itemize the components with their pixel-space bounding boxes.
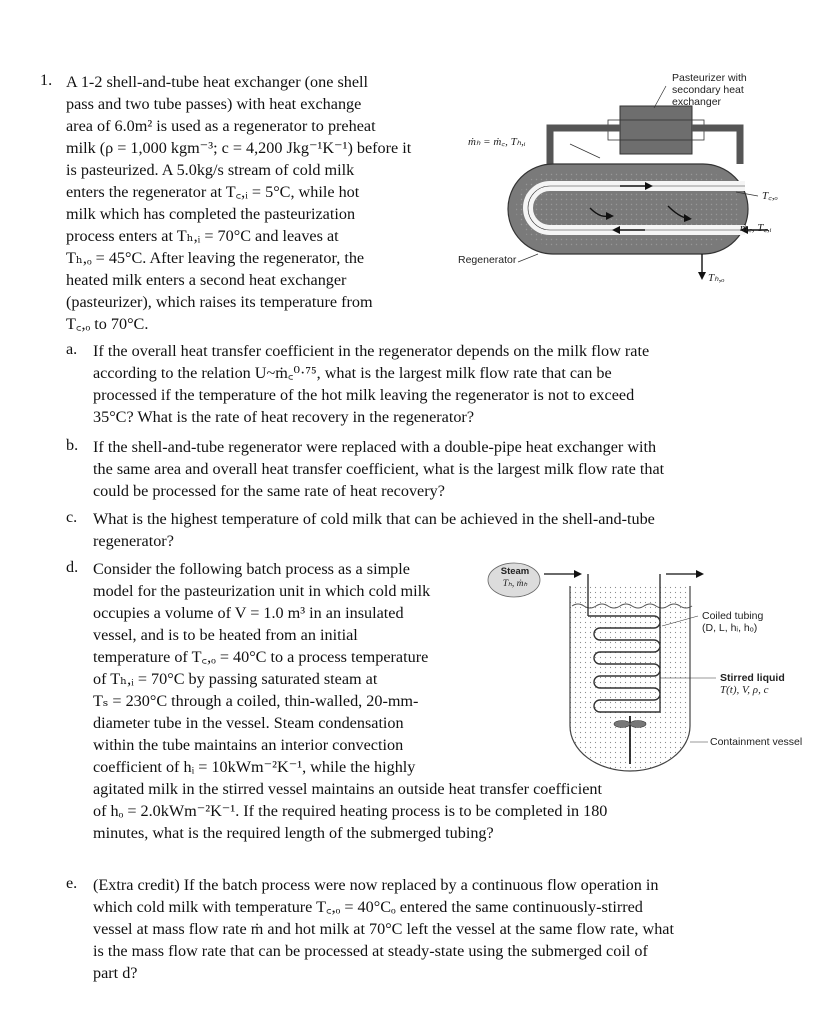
part-e-line: part d? — [93, 964, 138, 982]
part-d-line: diameter tube in the vessel. Steam condensation — [93, 714, 404, 732]
tho-label: Tₕ,ₒ — [708, 272, 725, 284]
intro-line: enters the regenerator at T꜀,ᵢ = 5°C, while hot — [66, 183, 360, 201]
part-a-line: 35°C? What is the rate of heat recovery in the regenerator? — [93, 408, 475, 426]
intro-line: area of 6.0m² is used as a regenerator to preheat — [66, 117, 376, 135]
part-e-line: (Extra credit) If the batch process were now replaced by a continuous flow operation in — [93, 876, 659, 894]
regenerator-label: Regenerator — [458, 254, 517, 266]
coiled-sub-label: (D, L, hᵢ, hₒ) — [702, 622, 758, 634]
intro-line: is pasteurized. A 5.0kg/s stream of cold milk — [66, 161, 355, 179]
stirred-sub-label: T(t), V, ρ, c — [720, 684, 769, 696]
mc-tci-label: ṁ꜀, T꜀,ᵢ — [740, 222, 772, 234]
part-c-line: regenerator? — [93, 532, 174, 550]
part-a-line: If the overall heat transfer coefficient in the regenerator depends on the milk flow rate — [93, 342, 650, 360]
part-a-line: according to the relation U~ṁ꜀⁰·⁷⁵, what is the largest milk flow rate that can be — [93, 364, 612, 382]
part-b-line: If the shell-and-tube regenerator were replaced with a double-pipe heat exchanger with — [93, 438, 657, 456]
part-d-text-full — [93, 778, 743, 844]
stirred-liquid-label — [720, 672, 785, 696]
part-e-line: vessel at mass flow rate ṁ and hot milk at 70°C left the vessel at the same flow rate, what — [93, 920, 674, 938]
part-d-line: temperature of T꜀,ₒ = 40°C to a process temperature — [93, 648, 429, 666]
steam-label-text: Steam — [500, 566, 530, 577]
part-d-line: agitated milk in the stirred vessel maintains an outside heat transfer coefficient — [93, 780, 602, 798]
coiled-tubing-label — [702, 610, 763, 634]
part-b-line: could be processed for the same rate of heat recovery? — [93, 482, 445, 500]
containment-vessel-label: Containment vessel — [710, 736, 803, 748]
part-b-line: the same area and overall heat transfer coefficient, what is the largest milk flow rate that — [93, 460, 665, 478]
intro-line: process enters at Tₕ,ᵢ = 70°C and leaves at — [66, 227, 339, 245]
coiled-label-text: Coiled tubing — [702, 610, 764, 622]
intro-line: milk which has completed the pasteurization — [66, 205, 356, 223]
part-c-line: What is the highest temperature of cold milk that can be achieved in the shell-and-tube — [93, 510, 655, 528]
part-d-line: occupies a volume of V = 1.0 m³ in an insulated — [93, 604, 404, 622]
part-d-line: model for the pasteurization unit in which cold milk — [93, 582, 431, 600]
part-d-line: coefficient of hᵢ = 10kWm⁻²K⁻¹, while the highly — [93, 758, 416, 776]
vessel-diagram — [484, 556, 804, 786]
part-e-text — [93, 874, 743, 984]
intro-line: (pasteurizer), which raises its temperature from — [66, 293, 373, 311]
regenerator-figure — [440, 68, 780, 298]
steam-label — [498, 566, 532, 590]
intro-line: heated milk enters a second heat exchanger — [66, 271, 347, 289]
stirred-label-text: Stirred liquid — [720, 672, 785, 684]
part-c-label: c. — [66, 508, 78, 526]
steam-sub-label: Tₕ, ṁₕ — [502, 579, 528, 589]
problem-intro — [66, 71, 430, 335]
intro-line: Tₕ,ₒ = 45°C. After leaving the regenerator, the — [66, 249, 365, 267]
intro-line: milk (ρ = 1,000 kgm⁻³; c = 4,200 Jkg⁻¹K⁻¹) before it — [66, 139, 412, 157]
part-e-line: is the mass flow rate that can be processed at steady-state using the submerged coil of — [93, 942, 648, 960]
vessel-figure — [484, 556, 804, 786]
part-d-line: within the tube maintains an interior convection — [93, 736, 404, 754]
mass-flow-label: ṁₕ = ṁ꜀, Tₕ,ᵢ — [468, 136, 526, 148]
part-c-text — [93, 508, 743, 552]
problem-number: 1. — [40, 71, 53, 89]
part-a-text — [93, 340, 743, 428]
part-d-label: d. — [66, 558, 79, 576]
part-a-label: a. — [66, 340, 78, 358]
intro-line: A 1-2 shell-and-tube heat exchanger (one shell — [66, 73, 369, 91]
pasteurizer-box — [620, 106, 692, 154]
part-d-line: Tₛ = 230°C through a coiled, thin-walled, 20-mm- — [93, 692, 419, 710]
part-b-label: b. — [66, 436, 79, 454]
part-d-line: Consider the following batch process as a simple — [93, 560, 410, 578]
part-a-line: processed if the temperature of the hot milk leaving the regenerator is not to exceed — [93, 386, 635, 404]
part-d-line: of hₒ = 2.0kWm⁻²K⁻¹. If the required heating process is to be completed in 180 — [93, 802, 608, 820]
pasteurizer-label — [672, 72, 780, 108]
part-d-line: of Tₕ,ᵢ = 70°C by passing saturated steam at — [93, 670, 378, 688]
part-d-text — [93, 558, 473, 778]
intro-line: T꜀,ₒ to 70°C. — [66, 315, 149, 333]
part-e-label: e. — [66, 874, 78, 892]
part-b-text — [93, 436, 743, 502]
intro-line: pass and two tube passes) with heat exchange — [66, 95, 362, 113]
part-e-line: which cold milk with temperature T꜀,ₒ = 40°Cₒ entered the same continuously-stirred — [93, 898, 643, 916]
part-d-line: minutes, what is the required length of the submerged tubing? — [93, 824, 494, 842]
pasteurizer-label-line2: secondary heat exchanger — [672, 84, 744, 108]
pasteurizer-label-line1: Pasteurizer with — [672, 72, 747, 84]
part-d-line: vessel, and is to be heated from an initial — [93, 626, 358, 644]
tco-label: T꜀,ₒ — [762, 190, 778, 202]
